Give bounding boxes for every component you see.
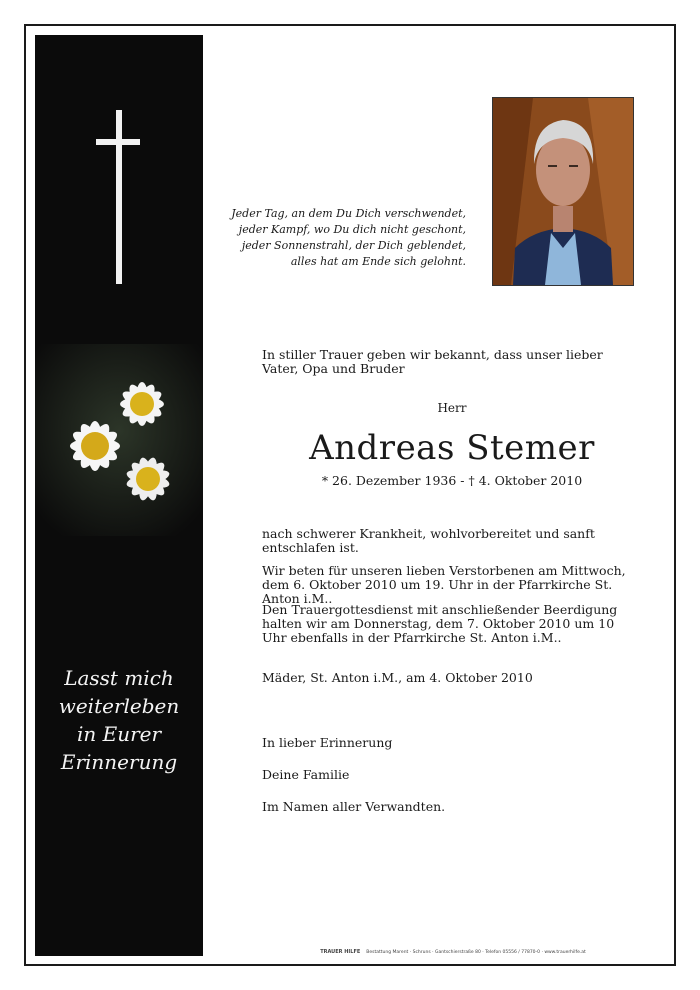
quote-line: weiterleben [58, 694, 180, 718]
portrait-photo [492, 97, 634, 286]
paragraph-passing: nach schwerer Krankheit, wohlvorbereitet und sanft entschlafen ist. [262, 526, 595, 555]
quote-line: in Eurer [76, 722, 162, 746]
footer-text: Bestattung Marent · Schruns · Gantschierstraße 80 · Telefon 05556 / 77870-0 · www.trauerhilfe.at [366, 950, 586, 955]
footer [230, 949, 676, 955]
paragraph-funeral: Den Trauergottesdienst mit anschließender Beerdigung halten wir am Donnerstag, dem 7. Oktober 2010 um 10 Uhr ebenfalls in der Pfarrkirche St. Anton i.M.. [262, 602, 618, 645]
poem-line: alles hat am Ende sich gelohnt. [290, 255, 466, 268]
cross-icon [116, 110, 122, 284]
quote-line: Erinnerung [60, 750, 178, 774]
paragraph-prayer: Wir beten für unseren lieben Verstorbenen am Mittwoch, dem 6. Oktober 2010 um 19. Uhr in der Pfarrkirche St. Anton i.M.. [262, 563, 626, 606]
deceased-name: Andreas Stemer [309, 428, 595, 468]
poem-line: jeder Kampf, wo Du dich nicht geschont, [238, 223, 466, 236]
signature-line: Im Namen aller Verwandten. [262, 799, 446, 814]
cross-icon-bar [96, 139, 140, 145]
signature-line: Deine Familie [262, 767, 350, 782]
poem-line: Jeder Tag, an dem Du Dich verschwendet, [231, 207, 466, 220]
quote-line: Lasst mich [64, 666, 174, 690]
poem [230, 206, 466, 270]
daisy-flowers-image [35, 344, 203, 536]
memorial-quote [35, 664, 203, 776]
footer-brand: TRAUER HILFE [320, 949, 361, 955]
place-date: Mäder, St. Anton i.M., am 4. Oktober 2010 [262, 670, 533, 685]
signature-line: In lieber Erinnerung [262, 735, 393, 750]
life-dates: * 26. Dezember 1936 - † 4. Oktober 2010 [321, 473, 583, 488]
intro-text: In stiller Trauer geben wir bekannt, dass unser lieber Vater, Opa und Bruder [262, 347, 603, 376]
salutation: Herr [437, 401, 467, 415]
poem-line: jeder Sonnenstrahl, der Dich geblendet, [241, 239, 466, 252]
